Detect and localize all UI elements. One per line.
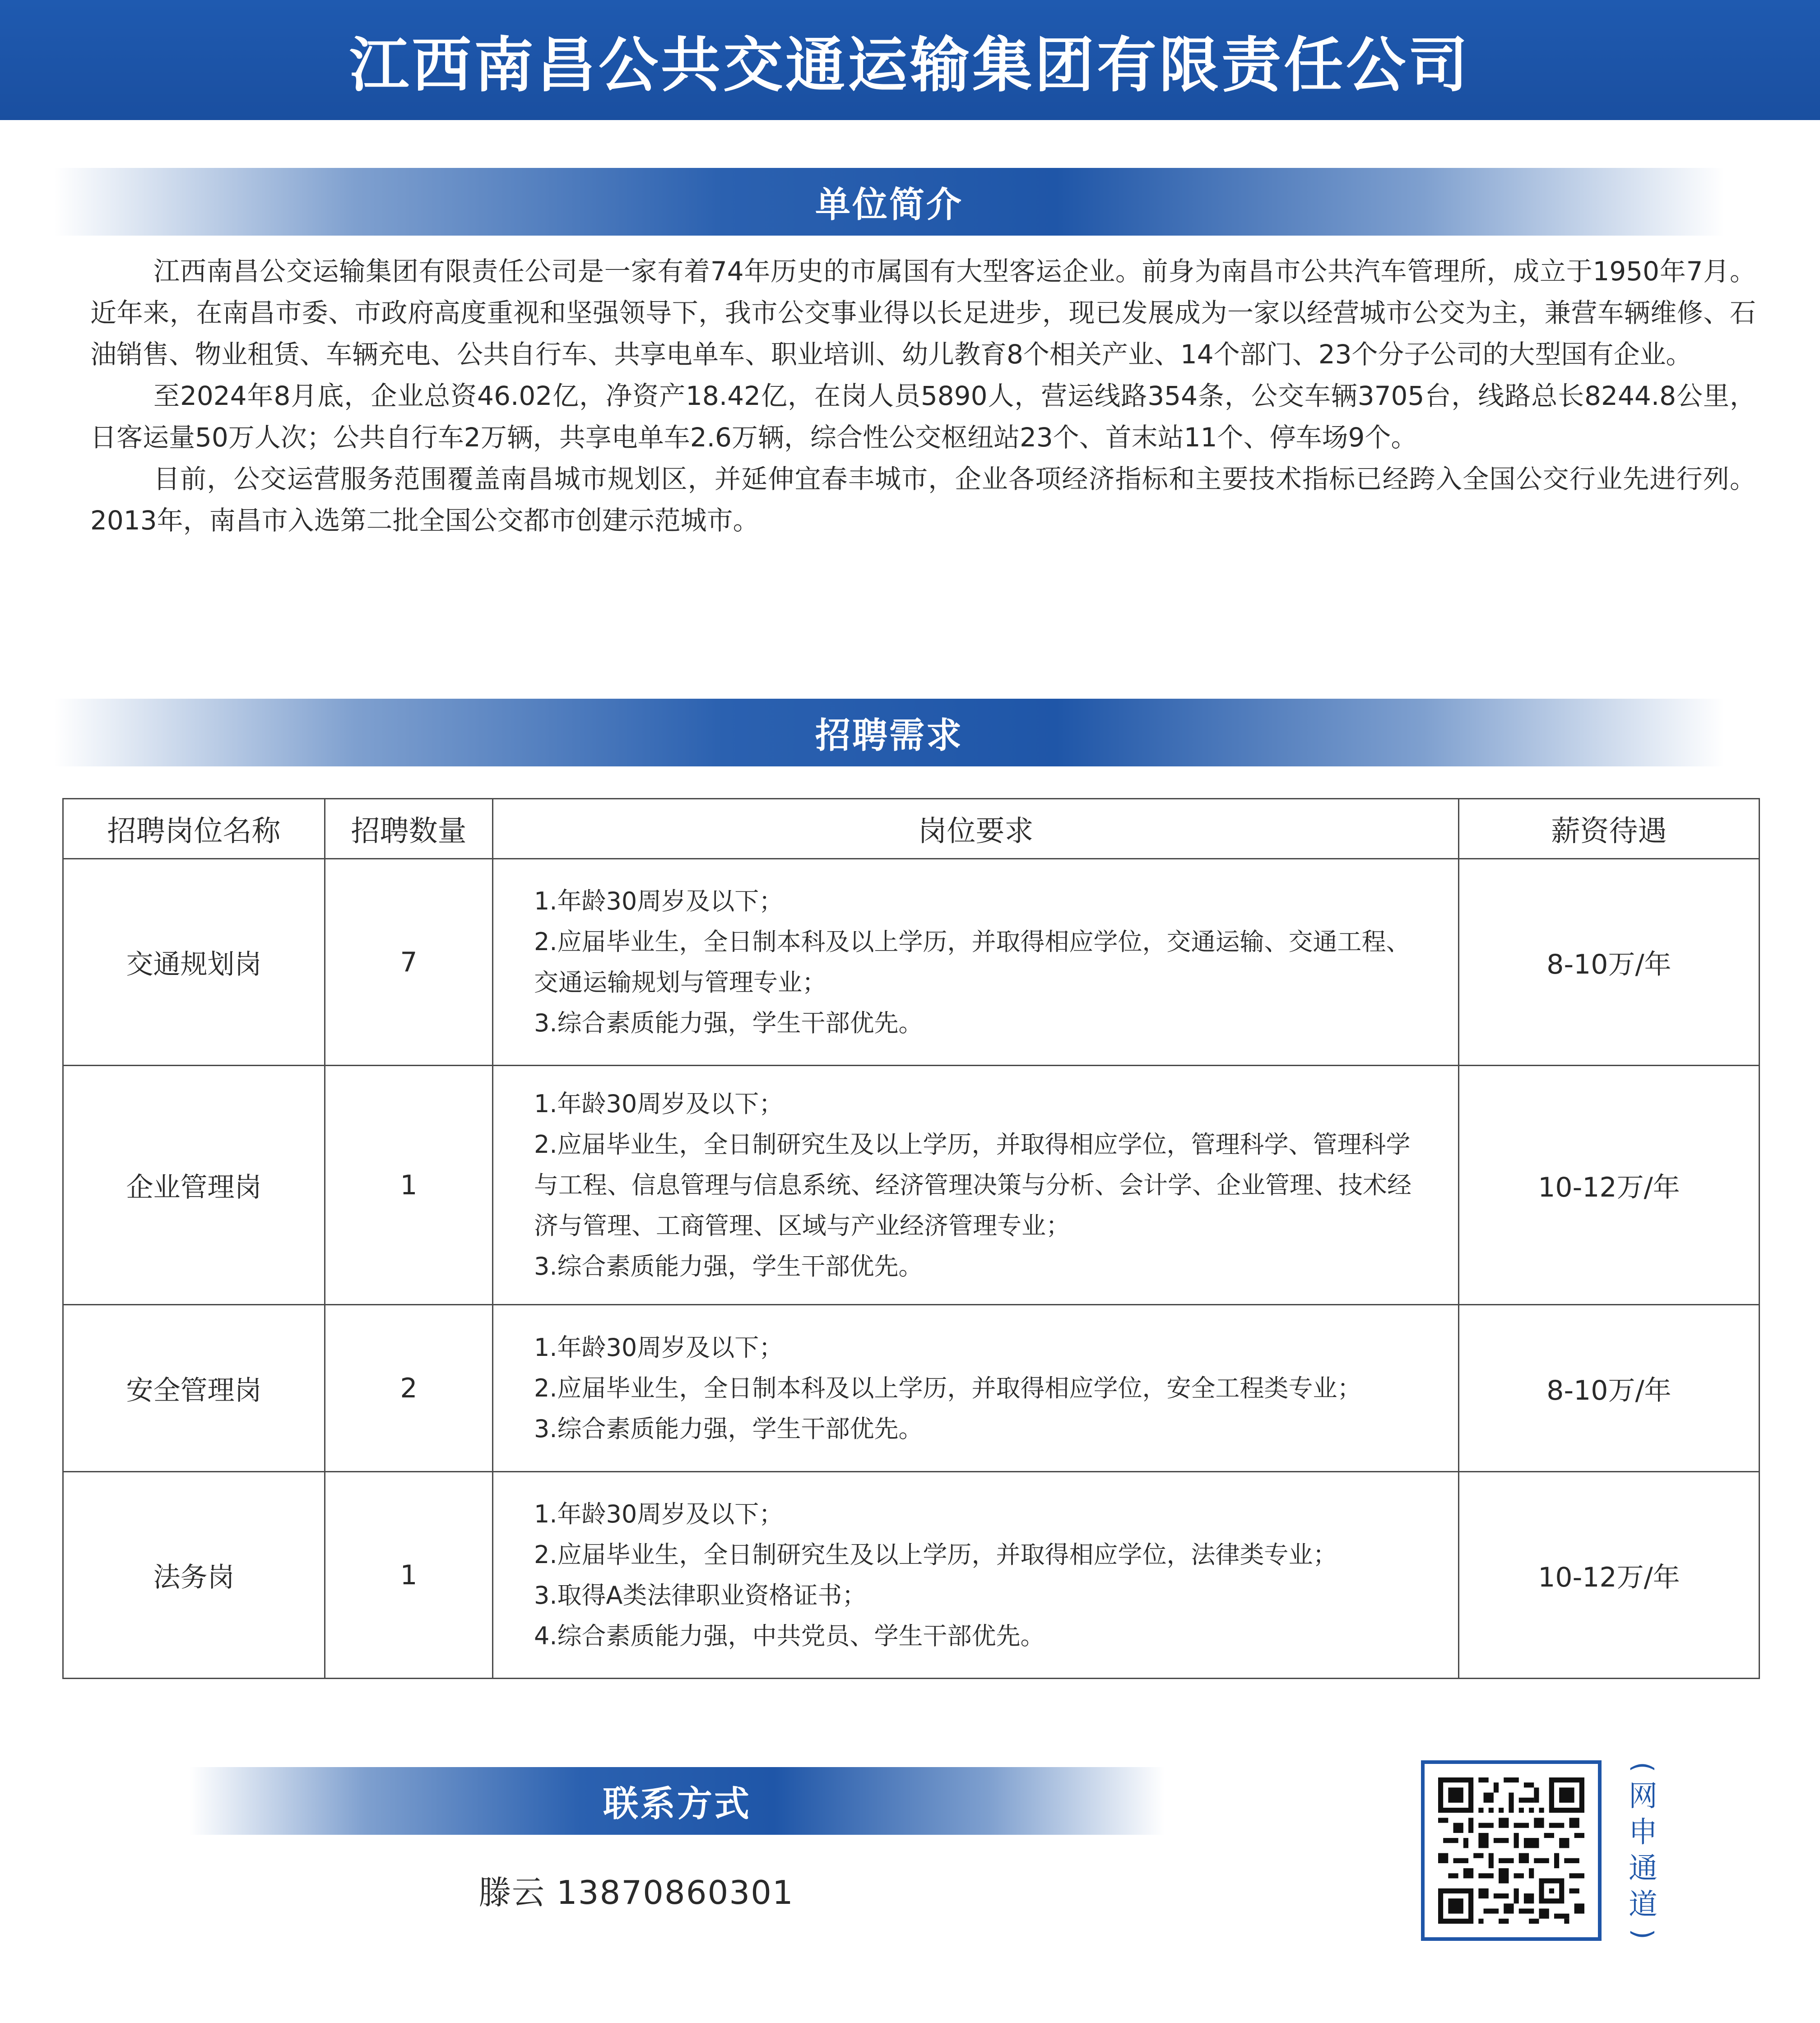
requirement-item: 1.年龄30周岁及以下； xyxy=(534,1499,784,1528)
section-bar-contact xyxy=(190,1767,1165,1835)
header-position: 招聘岗位名称 xyxy=(63,799,325,859)
section-title-contact: 联系方式 xyxy=(603,1784,751,1824)
count-cell: 2 xyxy=(325,1305,493,1472)
requirement-item: 3.取得A类法律职业资格证书； xyxy=(534,1581,867,1610)
qr-caption-char: 网 xyxy=(1629,1780,1658,1813)
position-cell: 法务岗 xyxy=(63,1472,325,1679)
recruitment-table xyxy=(62,798,1760,1679)
position-cell: 企业管理岗 xyxy=(63,1066,325,1305)
requirement-item: 3.综合素质能力强，学生干部优先。 xyxy=(534,1008,923,1037)
requirement-item: 1.年龄30周岁及以下； xyxy=(534,1333,784,1362)
section-title-intro: 单位简介 xyxy=(815,185,963,225)
count-cell: 1 xyxy=(325,1066,493,1305)
company-title: 江西南昌公共交通运输集团有限责任公司 xyxy=(349,31,1471,100)
qr-code-icon xyxy=(1438,1777,1584,1924)
qr-caption-paren-open: ( xyxy=(1627,1762,1659,1772)
table-row xyxy=(63,1066,1760,1305)
salary-cell: 10-12万/年 xyxy=(1459,1066,1760,1305)
requirement-item: 1.年龄30周岁及以下； xyxy=(534,1089,784,1118)
requirements-cell xyxy=(493,1305,1459,1472)
qr-caption xyxy=(1620,1760,1666,1941)
requirement-item: 3.综合素质能力强，学生干部优先。 xyxy=(534,1252,923,1281)
requirement-item: 4.综合素质能力强，中共党员、学生干部优先。 xyxy=(534,1621,1045,1650)
intro-text xyxy=(90,251,1756,541)
section-bar-recruitment xyxy=(54,699,1724,766)
salary-cell: 10-12万/年 xyxy=(1459,1472,1760,1679)
qr-caption-char: 申 xyxy=(1629,1816,1658,1849)
qr-caption-char: 道 xyxy=(1629,1888,1658,1921)
count-cell: 1 xyxy=(325,1472,493,1679)
table-row xyxy=(63,859,1760,1066)
qr-caption-paren-close: ) xyxy=(1627,1929,1659,1939)
requirements-cell xyxy=(493,1472,1459,1679)
requirement-item: 2.应届毕业生，全日制本科及以上学历，并取得相应学位，安全工程类专业； xyxy=(534,1373,1362,1402)
requirement-item: 2.应届毕业生，全日制本科及以上学历，并取得相应学位，交通运输、交通工程、交通运输规划与管理专业； xyxy=(534,927,1411,997)
requirements-cell xyxy=(493,859,1459,1066)
requirement-item: 2.应届毕业生，全日制研究生及以上学历，并取得相应学位，管理科学、管理科学与工程、信息管理与信息系统、经济管理决策与分析、会计学、企业管理、技术经济与管理、工商管理、区域与产业经济管理专业； xyxy=(534,1130,1411,1240)
intro-paragraph: 江西南昌公交运输集团有限责任公司是一家有着74年历史的市属国有大型客运企业。前身为南昌市公共汽车管理所，成立于1950年7月。近年来，在南昌市委、市政府高度重视和坚强领导下，我市公交事业得以长足进步，现已发展成为一家以经营城市公交为主，兼营车辆维修、石油销售、物业租赁、车辆充电、公共自行车、共享电单车、职业培训、幼儿教育8个相关产业、14个部门、23个分子公司的大型国有企业。 xyxy=(90,256,1756,370)
header-requirements: 岗位要求 xyxy=(493,799,1459,859)
header-count: 招聘数量 xyxy=(325,799,493,859)
position-cell: 安全管理岗 xyxy=(63,1305,325,1472)
salary-cell: 8-10万/年 xyxy=(1459,1305,1760,1472)
header-salary: 薪资待遇 xyxy=(1459,799,1760,859)
requirement-item: 3.综合素质能力强，学生干部优先。 xyxy=(534,1414,923,1443)
table-row xyxy=(63,1305,1760,1472)
position-cell: 交通规划岗 xyxy=(63,859,325,1066)
salary-cell: 8-10万/年 xyxy=(1459,859,1760,1066)
table-header-row xyxy=(63,799,1760,859)
requirement-item: 2.应届毕业生，全日制研究生及以上学历，并取得相应学位，法律类专业； xyxy=(534,1540,1337,1569)
intro-paragraph: 目前，公交运营服务范围覆盖南昌城市规划区，并延伸宜春丰城市，企业各项经济指标和主要技术指标已经跨入全国公交行业先进行列。2013年，南昌市入选第二批全国公交都市创建示范城市。 xyxy=(90,464,1756,536)
section-title-recruitment: 招聘需求 xyxy=(815,715,963,756)
contact-line: 滕云 13870860301 xyxy=(478,1874,794,1912)
table-row xyxy=(63,1472,1760,1679)
count-cell: 7 xyxy=(325,859,493,1066)
intro-paragraph: 至2024年8月底，企业总资46.02亿，净资产18.42亿，在岗人员5890人，营运线路354条，公交车辆3705台，线路总长8244.8公里，日客运量50万人次；公共自行车2万辆，共享电单车2.6万辆，综合性公交枢纽站23个、首末站11个、停车场9个。 xyxy=(90,380,1756,453)
section-bar-intro xyxy=(54,168,1724,236)
header-banner xyxy=(0,0,1820,120)
qr-code[interactable] xyxy=(1421,1760,1602,1941)
requirement-item: 1.年龄30周岁及以下； xyxy=(534,886,784,915)
requirements-cell xyxy=(493,1066,1459,1305)
qr-caption-char: 通 xyxy=(1629,1852,1658,1885)
